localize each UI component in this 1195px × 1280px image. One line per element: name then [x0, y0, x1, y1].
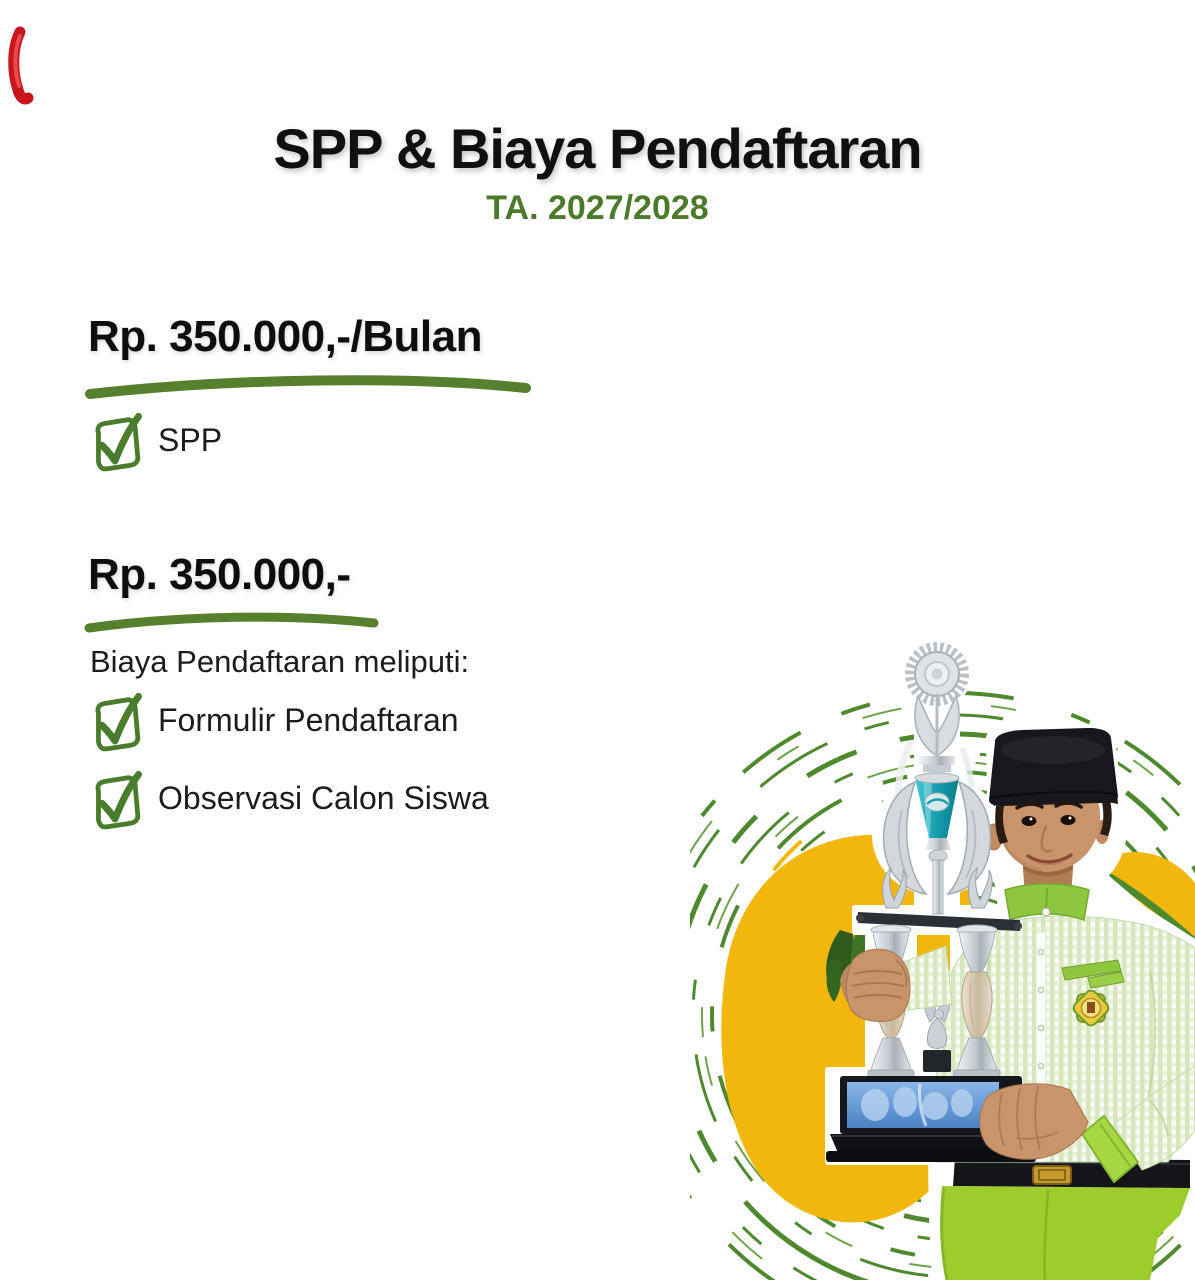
student-photo-illustration — [690, 630, 1195, 1280]
monthly-fee-section — [88, 312, 534, 478]
registration-fee-items — [88, 686, 489, 836]
poster-subtitle: TA. 2027/2028 — [486, 189, 709, 227]
registration-fee-heading: Rp. 350.000,- — [88, 550, 351, 599]
list-item-label: Observasi Calon Siswa — [158, 780, 489, 816]
trousers — [940, 1186, 1190, 1280]
list-item-label: SPP — [158, 422, 223, 458]
list-item-label: Formulir Pendaftaran — [158, 702, 459, 738]
brush-underline-icon — [82, 612, 382, 634]
poster-title: SPP & Biaya Pendaftaran — [273, 117, 922, 180]
list-item — [88, 764, 489, 836]
monthly-fee-heading: Rp. 350.000,-/Bulan — [88, 312, 482, 361]
registration-fee-section — [88, 550, 489, 836]
poster-header — [0, 116, 1195, 228]
checked-checkbox-icon — [88, 686, 142, 754]
brush-underline-icon — [82, 374, 534, 400]
list-item — [88, 406, 534, 478]
checked-checkbox-icon — [88, 406, 142, 474]
checked-checkbox-icon — [88, 764, 142, 832]
list-item — [88, 686, 489, 758]
registration-fee-intro: Biaya Pendaftaran meliputi: — [90, 644, 470, 679]
red-paint-mark-icon — [4, 22, 38, 110]
monthly-fee-items — [88, 406, 534, 478]
